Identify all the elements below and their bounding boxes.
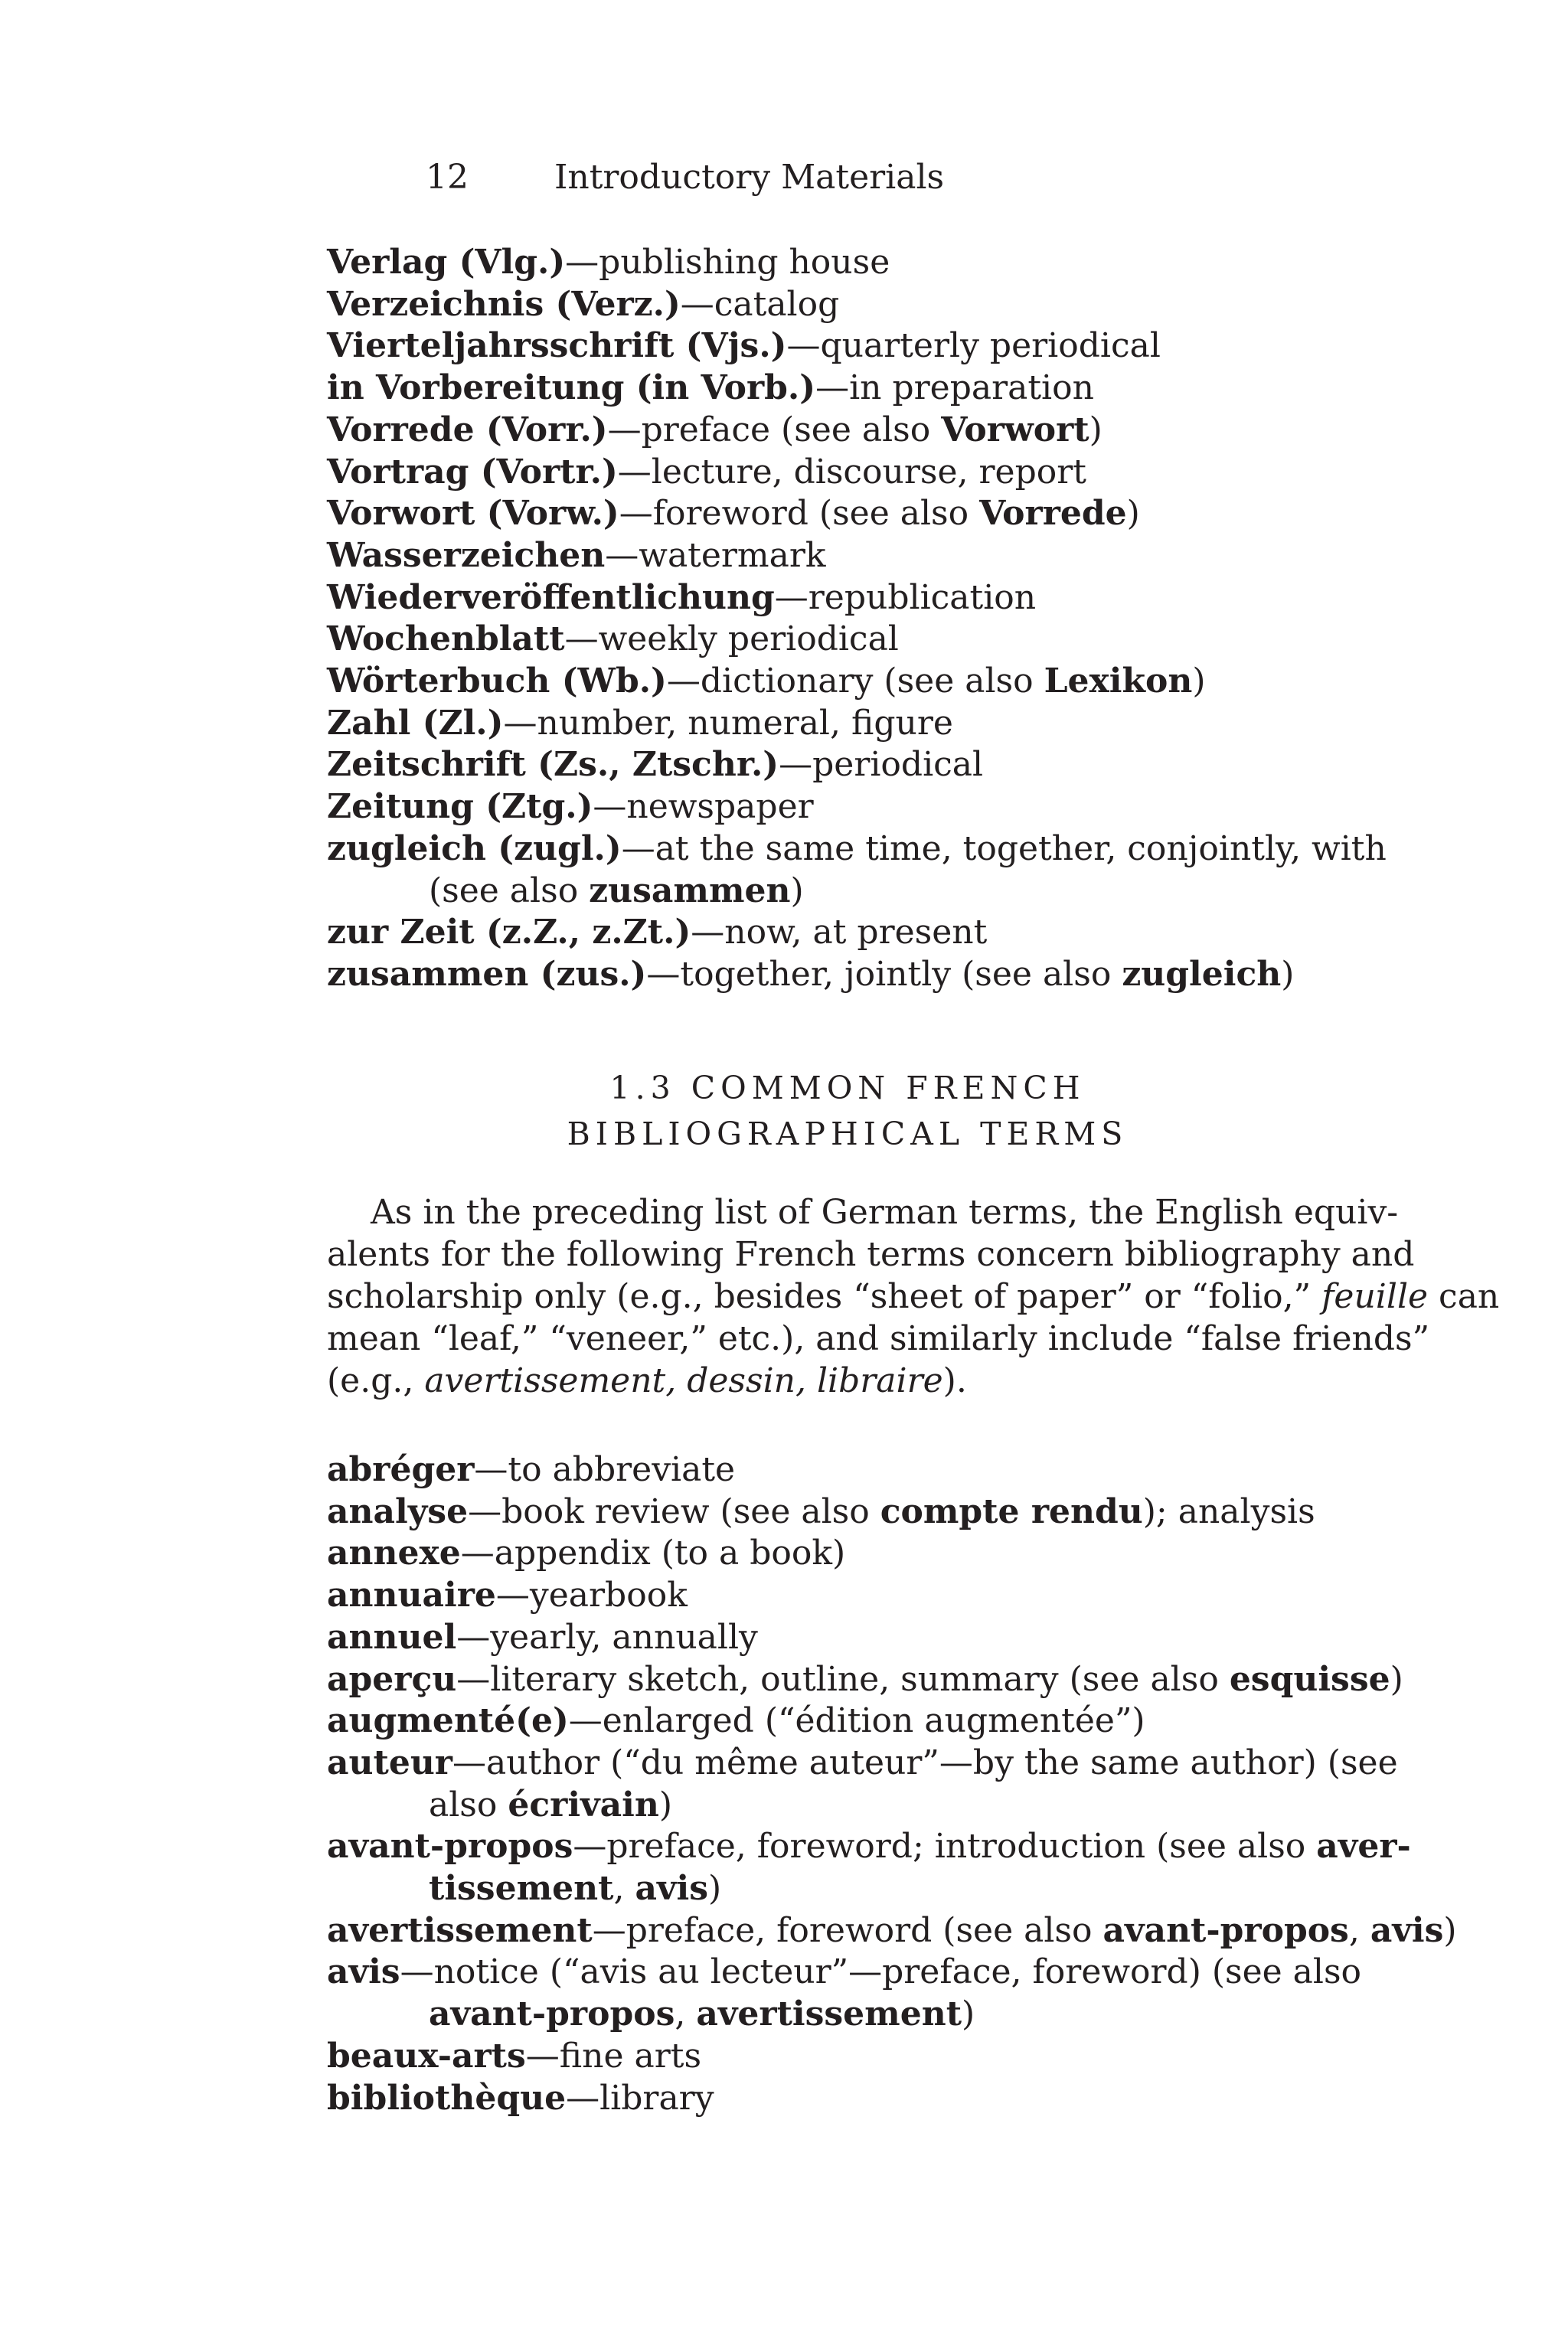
entry-term: Vorrede (Vorr.) <box>327 410 608 449</box>
entry-definition: fine arts <box>559 2036 702 2076</box>
entry-tail: ) <box>1390 1659 1403 1699</box>
glossary-entry: Vierteljahrsschrift (Vjs.)—quarterly periodical <box>327 326 1161 366</box>
entry-definition: catalog <box>714 284 840 324</box>
glossary-entry: in Vorbereitung (in Vorb.)—in preparation <box>327 368 1094 408</box>
entry-term: augmenté(e) <box>327 1701 569 1741</box>
entry-tail: ) <box>962 1994 975 2034</box>
glossary-entry: avis—notice (“avis au lecteur”—preface, foreword) (see also avant-propos, avertissement) <box>327 1952 1368 2035</box>
entry-cross-reference: avant-propos <box>429 1994 675 2034</box>
glossary-entry: Vorwort (Vorw.)—foreword (see also Vorrede) <box>327 494 1140 534</box>
paragraph-line <box>327 1360 1368 1402</box>
entry-definition: newspaper <box>626 787 814 827</box>
entry-cross-reference: avant-propos <box>1102 1910 1349 1950</box>
glossary-entry: Wasserzeichen—watermark <box>327 535 826 575</box>
entry-term: Zeitung (Ztg.) <box>327 787 593 827</box>
entry-term: in Vorbereitung (in Vorb.) <box>327 368 816 408</box>
entry-definition: dictionary (see also <box>700 662 1044 701</box>
glossary-entry: augmenté(e)—enlarged (“édition augmentée”) <box>327 1701 1145 1741</box>
entry-continuation <box>327 1785 1368 1827</box>
entry-cross-reference: avis <box>635 1869 708 1909</box>
paragraph-line: alents for the following French terms concern bibliography and <box>327 1235 1415 1274</box>
glossary-entry: Wochenblatt—weekly periodical <box>327 619 899 659</box>
entry-tail: ) <box>708 1869 722 1909</box>
entry-cross-reference: Lexikon <box>1044 662 1193 701</box>
italic-term: feuille <box>1321 1277 1429 1316</box>
intro-paragraph <box>327 1191 1500 1402</box>
section-heading-line: BIBLIOGRAPHICAL TERMS <box>567 1116 1129 1152</box>
paragraph-text: scholarship only (e.g., besides “sheet of paper” or “folio,” <box>327 1277 1322 1316</box>
entry-cross-reference: aver- <box>1316 1827 1411 1867</box>
glossary-entry: avertissement—preface, foreword (see also avant-propos, avis) <box>327 1910 1457 1950</box>
entry-tail: ) <box>1443 1910 1457 1950</box>
glossary-entry: Wörterbuch (Wb.)—dictionary (see also Lexikon) <box>327 662 1206 701</box>
entry-definition: yearly, annually <box>490 1617 758 1657</box>
entry-term: zugleich (zugl.) <box>327 828 622 868</box>
paragraph-text: (e.g., <box>327 1361 425 1400</box>
french-term-list <box>327 1449 1457 2119</box>
entry-term: analyse <box>327 1491 469 1531</box>
entry-definition: publishing house <box>599 243 890 282</box>
entry-definition: weekly periodical <box>598 619 899 659</box>
entry-definition: foreword (see also <box>652 494 980 534</box>
glossary-entry: avant-propos—preface, foreword; introduction (see also aver- tissement, avis) <box>327 1826 1368 1909</box>
entry-tail: ) <box>1281 954 1295 994</box>
entry-separator: , <box>613 1869 635 1909</box>
entry-cross-reference: zugleich <box>1122 954 1282 994</box>
glossary-entry: aperçu—literary sketch, outline, summary (see also esquisse) <box>327 1659 1403 1699</box>
entry-term: Zeitschrift (Zs., Ztschr.) <box>327 745 779 785</box>
entry-continuation <box>327 871 1368 913</box>
entry-cross-reference: esquisse <box>1229 1659 1390 1699</box>
entry-definition: quarterly periodical <box>820 326 1161 366</box>
entry-term: auteur <box>327 1743 452 1782</box>
glossary-entry: abréger—to abbreviate <box>327 1450 736 1489</box>
entry-definition: lecture, discourse, report <box>651 452 1086 492</box>
entry-cross-reference: Vorrede <box>979 494 1127 534</box>
entry-term: bibliothèque <box>327 2078 567 2118</box>
glossary-entry: zusammen (zus.)—together, jointly (see also zugleich) <box>327 954 1295 994</box>
paragraph-line <box>327 1276 1500 1318</box>
paragraph-line: As in the preceding list of German terms, the English equiv- <box>371 1193 1399 1232</box>
entry-continuation <box>327 1868 1368 1910</box>
glossary-entry: Zeitschrift (Zs., Ztschr.)—periodical <box>327 745 984 785</box>
italic-terms: avertissement, dessin, libraire <box>424 1361 943 1400</box>
paragraph-line: mean “leaf,” “veneer,” etc.), and similarly include “false friends” <box>327 1319 1430 1358</box>
entry-term: Verzeichnis (Verz.) <box>327 284 681 324</box>
entry-cross-reference: Vorwort <box>941 410 1089 449</box>
glossary-entry: Vortrag (Vortr.)—lecture, discourse, report <box>327 452 1086 492</box>
entry-definition: book review (see also <box>501 1491 880 1531</box>
glossary-entry: beaux-arts—fine arts <box>327 2036 702 2076</box>
entry-term: Wochenblatt <box>327 619 565 659</box>
entry-term: Verlag (Vlg.) <box>327 243 566 282</box>
entry-cross-reference: compte rendu <box>880 1491 1143 1531</box>
entry-definition: together, jointly (see also <box>680 954 1122 994</box>
glossary-entry: annexe—appendix (to a book) <box>327 1534 846 1573</box>
entry-term: Vortrag (Vortr.) <box>327 452 618 492</box>
glossary-entry: annuel—yearly, annually <box>327 1617 758 1657</box>
entry-term: avis <box>327 1952 400 1992</box>
glossary-entry: Verlag (Vlg.)—publishing house <box>327 243 890 282</box>
entry-term: zur Zeit (z.Z., z.Zt.) <box>327 913 691 952</box>
entry-definition: periodical <box>812 745 984 785</box>
continuation-text: also <box>429 1785 508 1824</box>
entry-term: aperçu <box>327 1659 457 1699</box>
glossary-entry: zugleich (zugl.)—at the same time, together, conjointly, with (see also zusammen) <box>327 828 1368 912</box>
glossary-entry: Verzeichnis (Verz.)—catalog <box>327 284 840 324</box>
section-heading-line: 1.3 COMMON FRENCH <box>609 1070 1086 1106</box>
entry-definition: preface, foreword (see also <box>626 1910 1103 1950</box>
glossary-entry: zur Zeit (z.Z., z.Zt.)—now, at present <box>327 913 988 952</box>
paragraph-text: can <box>1428 1277 1500 1316</box>
entry-term: beaux-arts <box>327 2036 526 2076</box>
entry-term: annuel <box>327 1617 457 1657</box>
entry-tail: ) <box>1089 410 1102 449</box>
entry-definition: preface, foreword; introduction (see also <box>606 1827 1317 1867</box>
entry-definition: at the same time, together, conjointly, with <box>655 828 1387 868</box>
entry-tail: ) <box>1192 662 1206 701</box>
entry-term: zusammen (zus.) <box>327 954 647 994</box>
entry-term: avant-propos <box>327 1827 573 1867</box>
entry-definition: yearbook <box>529 1576 688 1615</box>
entry-separator: , <box>675 1994 697 2034</box>
entry-definition: watermark <box>639 535 826 575</box>
glossary-entry: annuaire—yearbook <box>327 1576 688 1615</box>
entry-definition: appendix (to a book) <box>494 1534 846 1573</box>
running-head <box>426 156 944 199</box>
glossary-entry: Wiederveröffentlichung—republication <box>327 577 1037 617</box>
entry-tail: ) <box>1126 494 1140 534</box>
glossary-entry: Vorrede (Vorr.)—preface (see also Vorwort) <box>327 410 1102 449</box>
page-number: 12 <box>426 158 469 197</box>
glossary-entry: Zahl (Zl.)—number, numeral, figure <box>327 703 953 743</box>
entry-definition: author (“du même auteur”—by the same author) (see <box>486 1743 1398 1782</box>
glossary-entry: bibliothèque—library <box>327 2078 714 2118</box>
entry-tail: ); analysis <box>1142 1491 1315 1531</box>
entry-tail: ) <box>790 871 804 910</box>
entry-definition: number, numeral, figure <box>537 703 953 743</box>
entry-cross-reference: avis <box>1370 1910 1444 1950</box>
glossary-entry: Zeitung (Ztg.)—newspaper <box>327 787 814 827</box>
entry-term: Wörterbuch (Wb.) <box>327 662 667 701</box>
entry-term: Wiederveröffentlichung <box>327 577 775 617</box>
entry-definition: preface (see also <box>641 410 942 449</box>
continuation-text: (see also <box>429 871 590 910</box>
entry-cross-reference: avertissement <box>696 1994 962 2034</box>
entry-definition: to abbreviate <box>508 1450 736 1489</box>
entry-definition: notice (“avis au lecteur”—preface, foreword) (see also <box>433 1952 1362 1992</box>
entry-term: Vorwort (Vorw.) <box>327 494 619 534</box>
entry-definition: in preparation <box>849 368 1094 408</box>
german-term-list <box>327 242 1387 996</box>
entry-term: annuaire <box>327 1576 496 1615</box>
entry-cross-reference: tissement <box>429 1869 614 1909</box>
entry-definition: now, at present <box>724 913 988 952</box>
entry-definition: republication <box>808 577 1037 617</box>
entry-term: abréger <box>327 1450 475 1489</box>
entry-definition: literary sketch, outline, summary (see also <box>490 1659 1230 1699</box>
entry-tail: ) <box>658 1785 673 1824</box>
entry-cross-reference: zusammen <box>589 871 791 910</box>
entry-definition: enlarged (“édition augmentée”) <box>602 1701 1145 1741</box>
entry-term: avertissement <box>327 1910 593 1950</box>
entry-term: Wasserzeichen <box>327 535 606 575</box>
paragraph-text: ). <box>942 1361 967 1400</box>
entry-definition: library <box>599 2078 714 2118</box>
section-heading <box>327 1065 1368 1157</box>
glossary-entry: analyse—book review (see also compte rendu); analysis <box>327 1491 1315 1531</box>
entry-term: Zahl (Zl.) <box>327 703 504 743</box>
entry-cross-reference: écrivain <box>508 1785 659 1824</box>
glossary-entry: auteur—author (“du même auteur”—by the same author) (see also écrivain) <box>327 1743 1368 1826</box>
running-title: Introductory Materials <box>554 158 945 197</box>
entry-term: annexe <box>327 1534 461 1573</box>
entry-term: Vierteljahrsschrift (Vjs.) <box>327 326 787 366</box>
entry-continuation <box>327 1994 1368 2036</box>
entry-separator: , <box>1348 1910 1370 1950</box>
